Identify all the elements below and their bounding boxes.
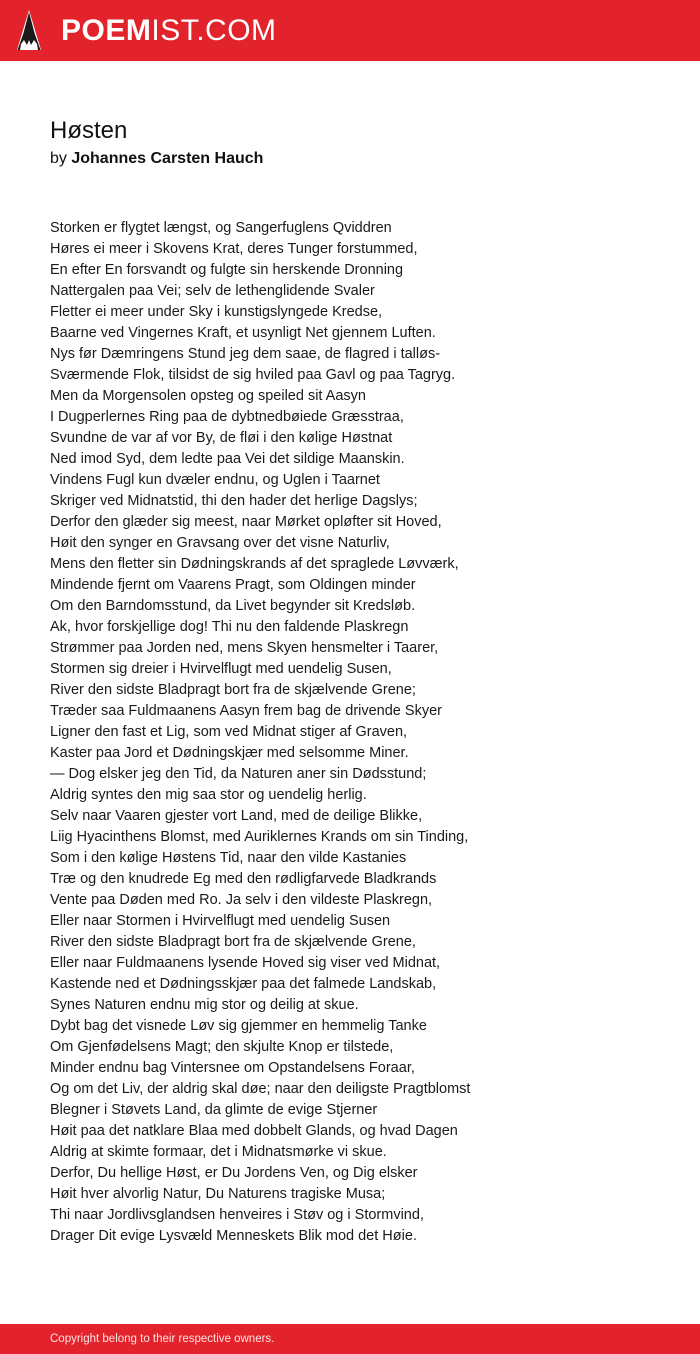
- poem-line: Svundne de var af vor By, de fløi i den kølige Høstnat: [50, 430, 393, 446]
- poem-line: Blegner i Støvets Land, da glimte de evige Stjerner: [50, 1102, 378, 1118]
- poem-line: Nattergalen paa Vei; selv de lethenglidende Svaler: [50, 283, 375, 299]
- poem-line: Høit den synger en Gravsang over det visne Naturliv,: [50, 535, 390, 551]
- poem-byline: [50, 148, 263, 170]
- poem-line: Ak, hvor forskjellige dog! Thi nu den faldende Plaskregn: [50, 619, 409, 635]
- poem-line: Høit hver alvorlig Natur, Du Naturens tragiske Musa;: [50, 1186, 386, 1202]
- poem-line: Om Gjenfødelsens Magt; den skjulte Knop er tilstede,: [50, 1039, 394, 1055]
- poem-line: Om den Barndomsstund, da Livet begynder sit Kredsløb.: [50, 598, 416, 614]
- copyright-notice: Copyright belong to their respective owners.: [50, 1333, 275, 1345]
- poem-line: Thi naar Jordlivsglandsen henveires i Støv og i Stormvind,: [50, 1207, 424, 1223]
- poem-line: Træder saa Fuldmaanens Aasyn frem bag de drivende Skyer: [50, 703, 442, 719]
- poem-line: — Dog elsker jeg den Tid, da Naturen aner sin Dødsstund;: [50, 766, 427, 782]
- poem-line: I Dugperlernes Ring paa de dybtnedbøiede Græsstraa,: [50, 409, 404, 425]
- poem-line: Vindens Fugl kun dvæler endnu, og Uglen i Taarnet: [50, 472, 380, 488]
- poem-line: Træ og den knudrede Eg med den rødligfarvede Bladkrands: [50, 871, 437, 887]
- poem-line: Eller naar Stormen i Hvirvelflugt med uendelig Susen: [50, 913, 391, 929]
- poem-line: Kastende ned et Dødningsskjær paa det falmede Landskab,: [50, 976, 437, 992]
- poem-line: Derfor, Du hellige Høst, er Du Jordens Ven, og Dig elsker: [50, 1165, 418, 1181]
- poem-line: Minder endnu bag Vintersnee om Opstandelsens Foraar,: [50, 1060, 415, 1076]
- poem-line: Aldrig syntes den mig saa stor og uendelig herlig.: [50, 787, 367, 803]
- logo-wordmark-light: IST.COM: [151, 14, 277, 47]
- poem-line: Som i den kølige Høstens Tid, naar den vilde Kastanies: [50, 850, 407, 866]
- poem-line: Mens den fletter sin Dødningskrands af det spraglede Løvværk,: [50, 556, 459, 572]
- site-logo[interactable]: [16, 9, 277, 53]
- poem-line: Liig Hyacinthens Blomst, med Auriklernes Krands om sin Tinding,: [50, 829, 469, 845]
- poem-line: Ligner den fast et Lig, som ved Midnat stiger af Graven,: [50, 724, 408, 740]
- poem-line: Mindende fjernt om Vaarens Pragt, som Oldingen minder: [50, 577, 416, 593]
- poem-author: Johannes Carsten Hauch: [71, 150, 264, 167]
- poem-line: Baarne ved Vingernes Kraft, et usynligt Net gjennem Luften.: [50, 325, 436, 341]
- poem-line: Eller naar Fuldmaanens lysende Hoved sig viser ved Midnat,: [50, 955, 441, 971]
- poem-line: Selv naar Vaaren gjester vort Land, med de deilige Blikke,: [50, 808, 423, 824]
- site-header: [0, 0, 700, 61]
- poem-line: En efter En forsvandt og fulgte sin herskende Dronning: [50, 262, 404, 278]
- poem-line: Stormen sig dreier i Hvirvelflugt med uendelig Susen,: [50, 661, 392, 677]
- poem-title: Høsten: [50, 117, 128, 144]
- site-footer: [0, 1324, 700, 1354]
- poem-line: Sværmende Flok, tilsidst de sig hviled paa Gavl og paa Tagryg.: [50, 367, 456, 383]
- poem-line: Kaster paa Jord et Dødningskjær med selsomme Miner.: [50, 745, 409, 761]
- poem-line: Skriger ved Midnatstid, thi den hader det herlige Dagslys;: [50, 493, 418, 509]
- poem-line: Drager Dit evige Lysvæld Menneskets Blik mod det Høie.: [50, 1228, 417, 1244]
- poem-body: [50, 218, 690, 1247]
- poem-line: Nys før Dæmringens Stund jeg dem saae, de flagred i talløs-: [50, 346, 441, 362]
- poem-line: River den sidste Bladpragt bort fra de skjælvende Grene;: [50, 682, 416, 698]
- pencil-tip-icon: [16, 9, 42, 53]
- poem-line: Synes Naturen endnu mig stor og deilig at skue.: [50, 997, 359, 1013]
- poem-line: Vente paa Døden med Ro. Ja selv i den vildeste Plaskregn,: [50, 892, 433, 908]
- poem-line: Strømmer paa Jorden ned, mens Skyen hensmelter i Taarer,: [50, 640, 439, 656]
- logo-wordmark-bold: POEM: [61, 14, 152, 47]
- logo-wordmark: [61, 9, 277, 53]
- poem-line: Men da Morgensolen opsteg og speiled sit Aasyn: [50, 388, 366, 404]
- poem-line: Høit paa det natklare Blaa med dobbelt Glands, og hvad Dagen: [50, 1123, 458, 1139]
- poem-line: Fletter ei meer under Sky i kunstigslyngede Kredse,: [50, 304, 383, 320]
- poem-line: Storken er flygtet længst, og Sangerfuglens Qviddren: [50, 220, 392, 236]
- byline-prefix: by: [50, 150, 67, 167]
- poem-line: Dybt bag det visnede Løv sig gjemmer en hemmelig Tanke: [50, 1018, 427, 1034]
- poem-line: Aldrig at skimte formaar, det i Midnatsmørke vi skue.: [50, 1144, 387, 1160]
- poem-line: Ned imod Syd, dem ledte paa Vei det sildige Maanskin.: [50, 451, 405, 467]
- poem-line: Derfor den glæder sig meest, naar Mørket opløfter sit Hoved,: [50, 514, 442, 530]
- poem-line: River den sidste Bladpragt bort fra de skjælvende Grene,: [50, 934, 416, 950]
- poem-line: Og om det Liv, der aldrig skal døe; naar den deiligste Pragtblomst: [50, 1081, 471, 1097]
- poem-line: Høres ei meer i Skovens Krat, deres Tunger forstummed,: [50, 241, 418, 257]
